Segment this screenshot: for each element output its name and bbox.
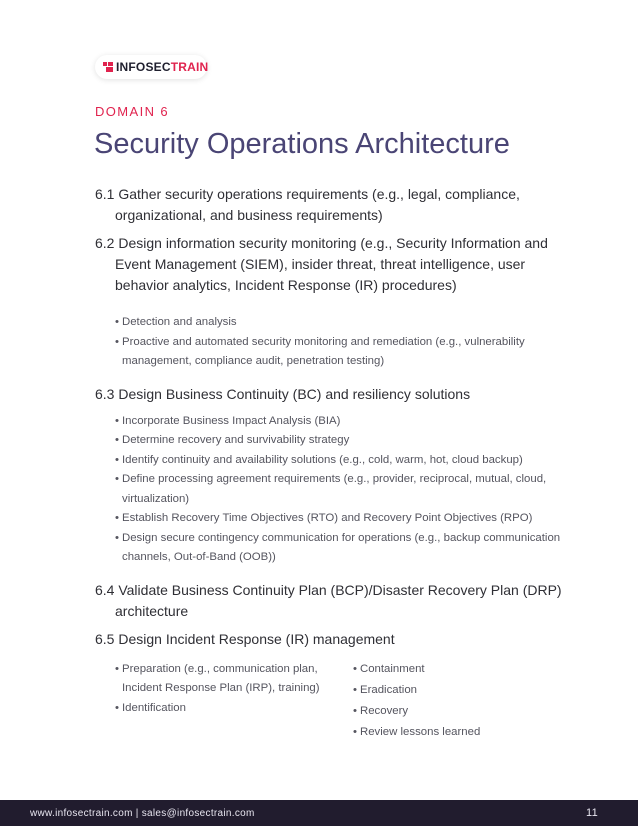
bullet-list bbox=[115, 660, 353, 719]
list-item bbox=[115, 660, 353, 699]
section-heading: 6.4 Validate Business Continuity Plan (BCP)/Disaster Recovery Plan (DRP) architecture bbox=[95, 581, 562, 619]
list-item-text: Determine recovery and survivability strategy bbox=[122, 434, 350, 446]
bullet-icon: • bbox=[115, 414, 119, 427]
list-item bbox=[353, 723, 533, 743]
list-item-text: Identification bbox=[122, 701, 186, 714]
section-6-1 bbox=[95, 184, 565, 226]
section-6-4 bbox=[95, 580, 565, 622]
bullet-icon: • bbox=[115, 662, 119, 675]
bullet-icon: • bbox=[115, 453, 119, 466]
bullet-icon: • bbox=[115, 701, 119, 714]
bullet-icon: • bbox=[115, 473, 119, 485]
bullets-column-left bbox=[115, 660, 353, 743]
section-heading: 6.5 Design Incident Response (IR) management bbox=[95, 630, 395, 647]
section-6-3-bullets bbox=[95, 412, 565, 568]
page-title: Security Operations Architecture bbox=[94, 128, 510, 160]
section-6-2 bbox=[95, 233, 565, 296]
bullet-icon: • bbox=[115, 316, 119, 328]
section-heading: 6.3 Design Business Continuity (BC) and resiliency solutions bbox=[95, 385, 471, 402]
section-6-2-bullets bbox=[95, 313, 565, 372]
list-item bbox=[115, 529, 565, 568]
list-item bbox=[115, 431, 565, 451]
bullet-icon: • bbox=[115, 531, 119, 544]
footer-contact: www.infosectrain.com | sales@infosectrain.com bbox=[30, 807, 255, 819]
bullet-icon: • bbox=[115, 335, 119, 348]
section-heading: 6.1 Gather security operations requirements (e.g., legal, compliance, organizational, and business requirements) bbox=[95, 186, 520, 223]
list-item bbox=[115, 470, 565, 509]
bullet-icon: • bbox=[115, 434, 119, 446]
list-item bbox=[115, 509, 565, 529]
bullet-icon: • bbox=[115, 512, 119, 524]
domain-label: DOMAIN 6 bbox=[95, 104, 170, 119]
logo-text-accent: TRAIN bbox=[170, 60, 209, 74]
section-heading: 6.2 Design information security monitoring (e.g., Security Information and Event Management (SIEM), insider threat, threat intelligence, user behavior analytics, Incident Response (IR) procedures) bbox=[95, 235, 548, 293]
bullet-list bbox=[353, 660, 533, 743]
list-item-text: Proactive and automated security monitoring and remediation (e.g., vulnerability management, compliance audit, penetration testing) bbox=[122, 335, 525, 367]
list-item bbox=[353, 681, 533, 701]
list-item-text: Establish Recovery Time Objectives (RTO) and Recovery Point Objectives (RPO) bbox=[122, 512, 533, 524]
list-item-text: Detection and analysis bbox=[122, 316, 237, 328]
section-6-5 bbox=[95, 629, 565, 650]
section-6-3 bbox=[95, 384, 565, 405]
list-item-text: Eradication bbox=[360, 683, 417, 696]
list-item-text: Identify continuity and availability solutions (e.g., cold, warm, hot, cloud backup) bbox=[122, 453, 523, 466]
logo-mark-icon bbox=[103, 62, 113, 72]
logo-text-main: INFOSEC bbox=[116, 60, 171, 74]
list-item bbox=[115, 412, 565, 432]
bullet-icon: • bbox=[353, 683, 357, 696]
page-footer bbox=[0, 800, 638, 826]
list-item-text: Define processing agreement requirements (e.g., provider, reciprocal, mutual, cloud, virtualization) bbox=[122, 473, 547, 505]
list-item bbox=[115, 699, 353, 719]
bullet-icon: • bbox=[353, 662, 357, 675]
objectives-content bbox=[95, 184, 565, 742]
list-item bbox=[115, 313, 565, 333]
list-item-text: Design secure contingency communication for operations (e.g., backup communication channels, Out-of-Band (OOB)) bbox=[122, 531, 561, 563]
infosectrain-logo bbox=[95, 55, 207, 79]
section-6-5-bullets bbox=[95, 660, 565, 743]
list-item-text: Incorporate Business Impact Analysis (BIA) bbox=[122, 414, 341, 427]
bullets-column-right bbox=[353, 660, 533, 743]
bullet-icon: • bbox=[353, 704, 357, 717]
logo-wordmark bbox=[116, 60, 208, 74]
page-number: 11 bbox=[585, 807, 598, 819]
list-item bbox=[115, 333, 565, 372]
list-item bbox=[115, 451, 565, 471]
list-item-text: Review lessons learned bbox=[360, 725, 481, 738]
list-item bbox=[353, 702, 533, 722]
list-item bbox=[353, 660, 533, 680]
list-item-text: Containment bbox=[360, 662, 425, 675]
list-item-text: Recovery bbox=[360, 704, 409, 717]
list-item-text: Preparation (e.g., communication plan, Incident Response Plan (IRP), training) bbox=[122, 662, 320, 694]
bullet-icon: • bbox=[353, 725, 357, 738]
